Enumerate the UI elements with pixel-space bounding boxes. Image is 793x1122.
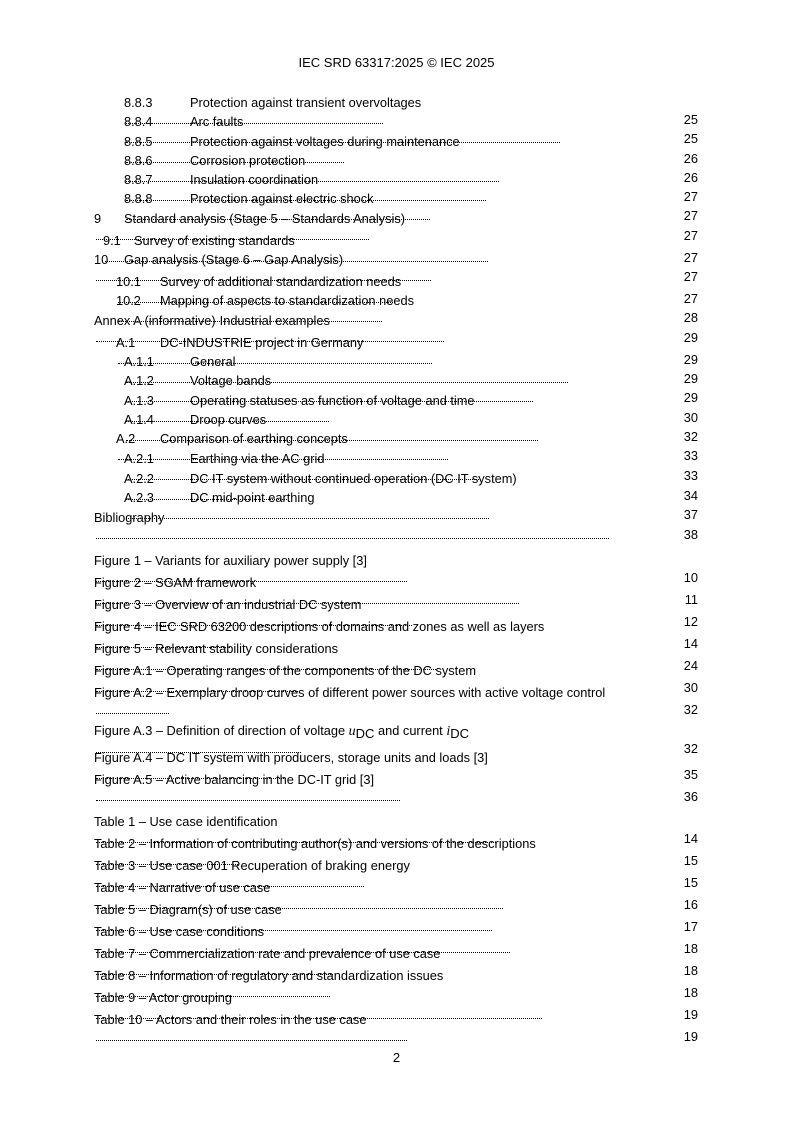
entry-page-number: 37: [683, 507, 698, 522]
entry-number: 9: [94, 211, 102, 226]
entry-page-number: 18: [683, 963, 698, 978]
entry-title: Figure A.4 – DC IT system with producers, storage units and loads [3]: [94, 750, 488, 765]
entry-page-number: 16: [683, 897, 698, 912]
entry-title: Operating statuses as function of voltage and time: [190, 393, 475, 408]
page-number: 2: [392, 1050, 401, 1065]
entry-page-number: 32: [683, 741, 698, 756]
title-text: Figure A.3 – Definition of direction of voltage: [94, 723, 349, 738]
entry-number: A.1.3: [124, 393, 154, 408]
entry-page-number: 32: [683, 429, 698, 444]
entry-page-number: 24: [683, 658, 698, 673]
list-of-figures-entry[interactable]: [94, 771, 698, 805]
entry-page-number: 34: [683, 488, 698, 503]
entry-title: Figure 1 – Variants for auxiliary power supply [3]: [94, 553, 367, 568]
entry-page-number: 27: [683, 208, 698, 223]
entry-title: Voltage bands: [190, 373, 272, 388]
entry-title: Table 1 – Use case identification: [94, 814, 278, 829]
entry-title: Droop curves: [190, 412, 267, 427]
entry-number: A.2.1: [124, 451, 154, 466]
math-symbol: i: [446, 724, 451, 739]
entry-page-number: 29: [683, 352, 698, 367]
entry-page-number: 29: [683, 390, 698, 405]
entry-title: [94, 723, 469, 741]
entry-title: Industrial examples: [219, 313, 330, 328]
entry-title: Protection against electric shock: [190, 191, 374, 206]
entry-title: Figure 4 – IEC SRD 63200 descriptions of domains and zones as well as layers: [94, 619, 545, 634]
entry-page-number: 28: [683, 310, 698, 325]
entry-page-number: 19: [683, 1007, 698, 1022]
entry-title: Protection against transient overvoltages: [190, 95, 422, 110]
entry-page-number: 27: [683, 228, 698, 243]
dot-leader: [96, 1039, 407, 1041]
entry-page-number: 12: [683, 614, 698, 629]
entry-page-number: 19: [683, 1029, 698, 1044]
entry-number: A.1.2: [124, 373, 154, 388]
entry-page-number: 29: [683, 371, 698, 386]
entry-page-number: 29: [683, 330, 698, 345]
entry-title: Table 7 – Commercialization rate and prevalence of use case: [94, 946, 441, 961]
entry-page-number: 27: [683, 291, 698, 306]
entry-title: Figure 3 – Overview of an industrial DC system: [94, 597, 362, 612]
entry-page-number: 14: [683, 831, 698, 846]
entry-title: DC mid-point earthing: [190, 490, 315, 505]
entry-title: Insulation coordination: [190, 172, 319, 187]
page-header: IEC SRD 63317:2025 © IEC 2025: [298, 55, 495, 70]
entry-number: 8.8.7: [124, 172, 153, 187]
entry-page-number: 15: [683, 875, 698, 890]
entry-page-number: 26: [683, 170, 698, 185]
entry-title: Table 8 – Information of regulatory and standardization issues: [94, 968, 444, 983]
entry-title: Bibliography: [94, 510, 165, 525]
entry-number: 9.1: [103, 233, 121, 248]
entry-title: DC IT system without continued operation (DC IT system): [190, 471, 517, 486]
entry-page-number: 36: [683, 789, 698, 804]
entry-page-number: 18: [683, 941, 698, 956]
dot-leader: [96, 712, 169, 714]
list-of-figures-entry[interactable]: [94, 684, 698, 718]
entry-page-number: 35: [683, 767, 698, 782]
entry-title: Mapping of aspects to standardization needs: [160, 293, 414, 308]
entry-title: Survey of existing standards: [134, 233, 295, 248]
entry-title: Figure A.1 – Operating ranges of the components of the DC system: [94, 663, 476, 678]
entry-number: 8.8.5: [124, 134, 153, 149]
entry-number: 8.8.3: [124, 95, 153, 110]
entry-page-number: 27: [683, 250, 698, 265]
entry-number: A.2.2: [124, 471, 154, 486]
entry-title: Table 5 – Diagram(s) of use case: [94, 902, 282, 917]
entry-title: Comparison of earthing concepts: [160, 431, 348, 446]
entry-page-number: 33: [683, 468, 698, 483]
entry-number: A.2: [116, 431, 136, 446]
title-text: and current: [374, 723, 447, 738]
entry-title: Gap analysis (Stage 6 – Gap Analysis): [124, 252, 344, 267]
entry-number: A.1: [116, 335, 136, 350]
entry-page-number: 30: [683, 410, 698, 425]
entry-page-number: 32: [683, 702, 698, 717]
entry-title: Table 4 – Narrative of use case: [94, 880, 271, 895]
entry-title: Table 6 – Use case conditions: [94, 924, 265, 939]
entry-title: Table 9 – Actor grouping: [94, 990, 233, 1005]
dot-leader: [96, 799, 400, 801]
entry-title: Table 2 – Information of contributing author(s) and versions of the descriptions: [94, 836, 536, 851]
entry-page-number: 25: [683, 112, 698, 127]
toc-entry[interactable]: [94, 509, 698, 543]
dot-leader: [96, 537, 609, 539]
entry-page-number: 14: [683, 636, 698, 651]
entry-page-number: 27: [683, 269, 698, 284]
entry-title: Figure A.2 – Exemplary droop curves of different power sources with active voltage control: [94, 685, 606, 700]
entry-title: Survey of additional standardization needs: [160, 274, 402, 289]
entry-number: 8.8.4: [124, 114, 153, 129]
entry-page-number: 33: [683, 448, 698, 463]
entry-title: Figure 2 – SGAM framework: [94, 575, 257, 590]
entry-title: Earthing via the AC grid: [190, 451, 325, 466]
entry-page-number: 10: [683, 570, 698, 585]
subscript: DC: [450, 726, 469, 741]
entry-number: Annex A (informative): [94, 313, 216, 328]
entry-title: Table 10 – Actors and their roles in the use case: [94, 1012, 367, 1027]
list-of-tables-entry[interactable]: [94, 1011, 698, 1045]
entry-page-number: 38: [683, 527, 698, 542]
entry-title: Figure A.5 – Active balancing in the DC-IT grid [3]: [94, 772, 375, 787]
entry-title: Corrosion protection: [190, 153, 306, 168]
subscript: DC: [355, 726, 375, 741]
entry-page-number: 25: [683, 131, 698, 146]
entry-page-number: 17: [683, 919, 698, 934]
entry-number: 8.8.8: [124, 191, 153, 206]
entry-page-number: 18: [683, 985, 698, 1000]
entry-title: Protection against voltages during maintenance: [190, 134, 460, 149]
entry-page-number: 30: [683, 680, 698, 695]
entry-title: Standard analysis (Stage 5 – Standards Analysis): [124, 211, 405, 226]
entry-number: A.1.1: [124, 354, 154, 369]
entry-page-number: 26: [683, 151, 698, 166]
entry-page-number: 15: [683, 853, 698, 868]
entry-number: 10.1: [116, 274, 141, 289]
entry-title: General: [190, 354, 236, 369]
entry-number: 10.2: [116, 293, 141, 308]
math-symbol: u: [348, 724, 356, 739]
entry-title: Table 3 – Use case 001 Recuperation of braking energy: [94, 858, 410, 873]
entry-number: A.2.3: [124, 490, 154, 505]
entry-number: 10: [94, 252, 109, 267]
entry-page-number: 27: [683, 189, 698, 204]
entry-title: Figure 5 – Relevant stability considerations: [94, 641, 338, 656]
entry-page-number: 11: [684, 592, 698, 607]
entry-number: A.1.4: [124, 412, 154, 427]
entry-number: 8.8.6: [124, 153, 153, 168]
entry-title: Arc faults: [190, 114, 244, 129]
entry-title: DC-INDUSTRIE project in Germany: [160, 335, 364, 350]
